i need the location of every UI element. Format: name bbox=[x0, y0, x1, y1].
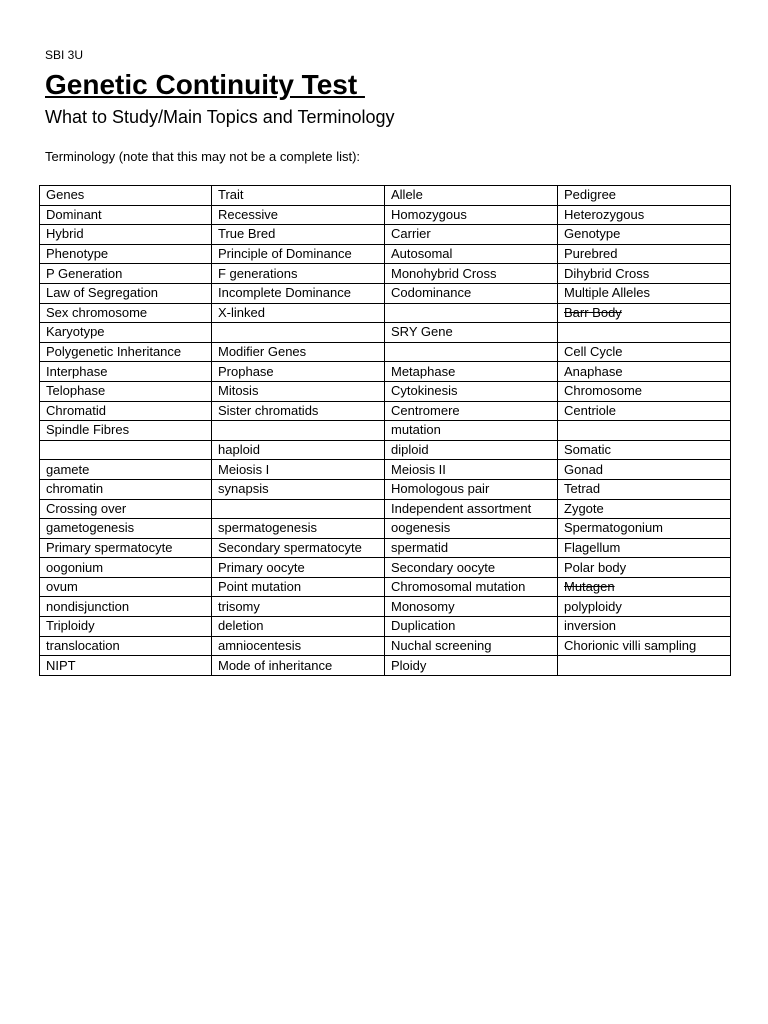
table-cell bbox=[385, 342, 558, 362]
table-cell: Dominant bbox=[40, 205, 212, 225]
table-cell: Codominance bbox=[385, 283, 558, 303]
table-cell: Meiosis I bbox=[212, 460, 385, 480]
table-row bbox=[40, 186, 731, 206]
table-cell: Prophase bbox=[212, 362, 385, 382]
table-cell: Cell Cycle bbox=[558, 342, 731, 362]
table-cell: Carrier bbox=[385, 225, 558, 245]
table-cell: Secondary oocyte bbox=[385, 558, 558, 578]
table-cell: Recessive bbox=[212, 205, 385, 225]
table-cell: P Generation bbox=[40, 264, 212, 284]
table-row bbox=[40, 577, 731, 597]
table-cell: Heterozygous bbox=[558, 205, 731, 225]
table-row bbox=[40, 401, 731, 421]
table-cell-struck: Mutagen bbox=[558, 577, 731, 597]
table-row bbox=[40, 440, 731, 460]
table-cell: Chromosome bbox=[558, 381, 731, 401]
table-cell: Secondary spermatocyte bbox=[212, 538, 385, 558]
table-cell: Tetrad bbox=[558, 479, 731, 499]
table-cell: F generations bbox=[212, 264, 385, 284]
table-row bbox=[40, 617, 731, 637]
table-cell: Karyotype bbox=[40, 323, 212, 343]
table-row bbox=[40, 362, 731, 382]
table-cell: chromatin bbox=[40, 479, 212, 499]
table-cell: NIPT bbox=[40, 656, 212, 676]
page-subtitle: What to Study/Main Topics and Terminology bbox=[45, 107, 395, 127]
table-cell: Primary oocyte bbox=[212, 558, 385, 578]
table-cell: Spindle Fibres bbox=[40, 421, 212, 441]
table-cell: ovum bbox=[40, 577, 212, 597]
table-row bbox=[40, 303, 731, 323]
table-cell: gametogenesis bbox=[40, 519, 212, 539]
table-cell: Multiple Alleles bbox=[558, 283, 731, 303]
table-cell: mutation bbox=[385, 421, 558, 441]
table-cell: Gonad bbox=[558, 460, 731, 480]
terminology-table-body bbox=[40, 186, 731, 676]
table-cell: polyploidy bbox=[558, 597, 731, 617]
table-cell bbox=[558, 323, 731, 343]
table-cell: Centromere bbox=[385, 401, 558, 421]
table-cell: Chorionic villi sampling bbox=[558, 636, 731, 656]
table-row bbox=[40, 538, 731, 558]
table-cell bbox=[212, 421, 385, 441]
table-row bbox=[40, 205, 731, 225]
table-cell: spermatogenesis bbox=[212, 519, 385, 539]
table-row bbox=[40, 264, 731, 284]
table-cell: Genotype bbox=[558, 225, 731, 245]
table-cell: Triploidy bbox=[40, 617, 212, 637]
table-cell: Modifier Genes bbox=[212, 342, 385, 362]
table-cell: Ploidy bbox=[385, 656, 558, 676]
table-row bbox=[40, 636, 731, 656]
table-cell: trisomy bbox=[212, 597, 385, 617]
table-cell: haploid bbox=[212, 440, 385, 460]
table-cell: Primary spermatocyte bbox=[40, 538, 212, 558]
table-cell: Homozygous bbox=[385, 205, 558, 225]
table-cell: Polygenetic Inheritance bbox=[40, 342, 212, 362]
table-cell: Interphase bbox=[40, 362, 212, 382]
table-cell bbox=[212, 323, 385, 343]
table-row bbox=[40, 283, 731, 303]
table-row bbox=[40, 499, 731, 519]
table-row bbox=[40, 381, 731, 401]
table-row bbox=[40, 479, 731, 499]
table-row bbox=[40, 519, 731, 539]
table-cell: Purebred bbox=[558, 244, 731, 264]
table-cell: Pedigree bbox=[558, 186, 731, 206]
table-cell: Spermatogonium bbox=[558, 519, 731, 539]
table-cell: Sister chromatids bbox=[212, 401, 385, 421]
table-cell: Homologous pair bbox=[385, 479, 558, 499]
table-cell: Centriole bbox=[558, 401, 731, 421]
table-cell: Nuchal screening bbox=[385, 636, 558, 656]
table-cell: Autosomal bbox=[385, 244, 558, 264]
table-cell: nondisjunction bbox=[40, 597, 212, 617]
table-cell: Meiosis II bbox=[385, 460, 558, 480]
table-cell bbox=[385, 303, 558, 323]
table-cell: Mitosis bbox=[212, 381, 385, 401]
table-cell bbox=[558, 656, 731, 676]
table-row bbox=[40, 225, 731, 245]
table-cell: spermatid bbox=[385, 538, 558, 558]
table-row bbox=[40, 421, 731, 441]
table-cell: Telophase bbox=[40, 381, 212, 401]
table-cell: Law of Segregation bbox=[40, 283, 212, 303]
table-cell: SRY Gene bbox=[385, 323, 558, 343]
table-cell: translocation bbox=[40, 636, 212, 656]
table-cell: Monosomy bbox=[385, 597, 558, 617]
table-row bbox=[40, 244, 731, 264]
table-cell: Principle of Dominance bbox=[212, 244, 385, 264]
table-cell: Monohybrid Cross bbox=[385, 264, 558, 284]
table-cell: synapsis bbox=[212, 479, 385, 499]
page-title: Genetic Continuity Test bbox=[45, 69, 365, 100]
table-cell: Dihybrid Cross bbox=[558, 264, 731, 284]
table-cell: deletion bbox=[212, 617, 385, 637]
table-row bbox=[40, 597, 731, 617]
table-cell: Crossing over bbox=[40, 499, 212, 519]
table-cell: Zygote bbox=[558, 499, 731, 519]
table-cell bbox=[558, 421, 731, 441]
table-cell: Anaphase bbox=[558, 362, 731, 382]
table-cell: gamete bbox=[40, 460, 212, 480]
terminology-note: Terminology (note that this may not be a complete list): bbox=[45, 149, 361, 164]
table-cell: Hybrid bbox=[40, 225, 212, 245]
table-cell-struck: Barr Body bbox=[558, 303, 731, 323]
table-cell: Incomplete Dominance bbox=[212, 283, 385, 303]
table-cell: Sex chromosome bbox=[40, 303, 212, 323]
table-cell: inversion bbox=[558, 617, 731, 637]
table-cell bbox=[212, 499, 385, 519]
table-cell: amniocentesis bbox=[212, 636, 385, 656]
table-cell: Chromatid bbox=[40, 401, 212, 421]
table-cell: True Bred bbox=[212, 225, 385, 245]
table-cell: oogonium bbox=[40, 558, 212, 578]
table-cell: Independent assortment bbox=[385, 499, 558, 519]
course-code: SBI 3U bbox=[45, 48, 84, 62]
table-cell: Phenotype bbox=[40, 244, 212, 264]
table-cell: Point mutation bbox=[212, 577, 385, 597]
table-cell: X-linked bbox=[212, 303, 385, 323]
table-cell: diploid bbox=[385, 440, 558, 460]
table-cell: Genes bbox=[40, 186, 212, 206]
table-row bbox=[40, 323, 731, 343]
table-cell bbox=[40, 440, 212, 460]
table-cell: Metaphase bbox=[385, 362, 558, 382]
table-row bbox=[40, 342, 731, 362]
table-cell: oogenesis bbox=[385, 519, 558, 539]
table-row bbox=[40, 558, 731, 578]
table-cell: Somatic bbox=[558, 440, 731, 460]
table-cell: Allele bbox=[385, 186, 558, 206]
terminology-table bbox=[39, 185, 731, 676]
table-cell: Duplication bbox=[385, 617, 558, 637]
table-cell: Polar body bbox=[558, 558, 731, 578]
table-cell: Trait bbox=[212, 186, 385, 206]
table-cell: Cytokinesis bbox=[385, 381, 558, 401]
table-row bbox=[40, 460, 731, 480]
table-cell: Mode of inheritance bbox=[212, 656, 385, 676]
table-cell: Flagellum bbox=[558, 538, 731, 558]
table-row bbox=[40, 656, 731, 676]
table-cell: Chromosomal mutation bbox=[385, 577, 558, 597]
